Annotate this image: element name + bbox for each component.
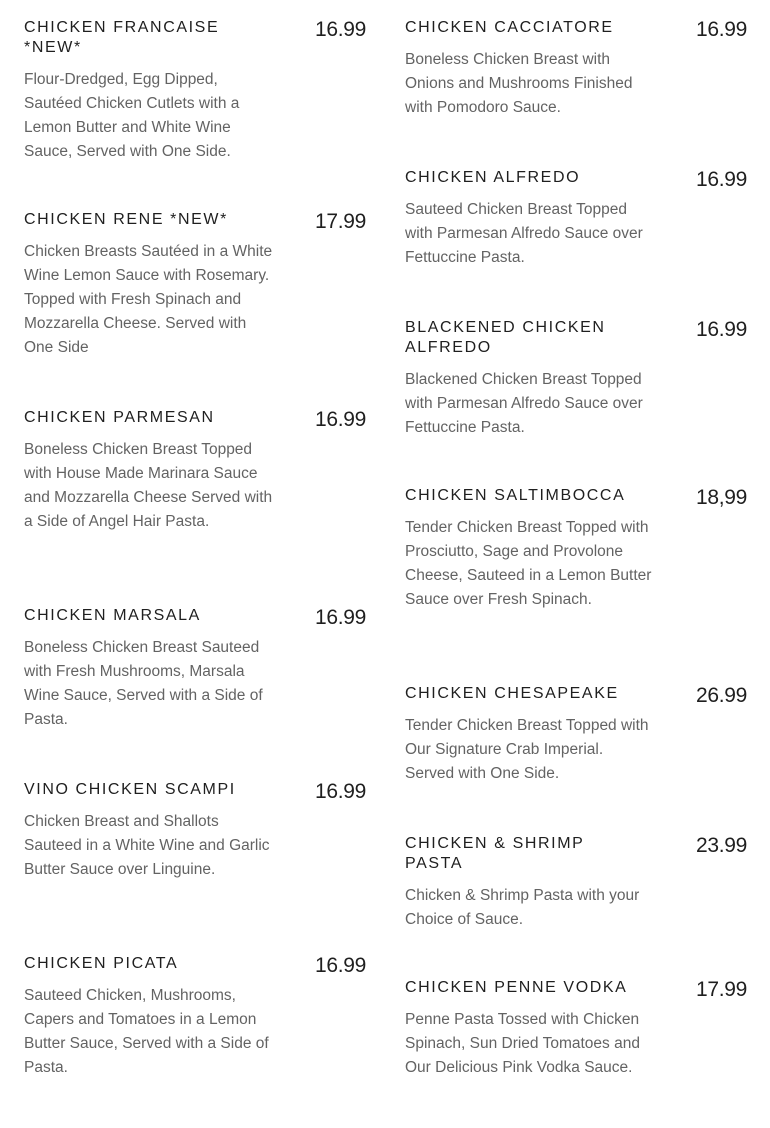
menu-item-header xyxy=(24,606,366,629)
menu-item-description: Tender Chicken Breast Topped with Prosciutto, Sage and Provolone Cheese, Sauteed in a Lemon Butter Sauce over Fresh Spinach. xyxy=(405,519,652,608)
menu-item-description: Chicken Breasts Sautéed in a White Wine Lemon Sauce with Rosemary. Topped with Fresh Spinach and Mozzarella Cheese. Served with One Side xyxy=(24,243,273,356)
menu-item-price: 16.99 xyxy=(314,780,366,803)
menu-item-price: 23.99 xyxy=(695,834,747,857)
menu-item-description: Boneless Chicken Breast Sauteed with Fresh Mushrooms, Marsala Wine Sauce, Served with a Side of Pasta. xyxy=(24,639,263,728)
menu-item-name: CHICKEN CACCIATORE xyxy=(405,19,614,36)
menu-item-description: Sauteed Chicken Breast Topped with Parmesan Alfredo Sauce over Fettuccine Pasta. xyxy=(405,201,643,266)
menu-item-chicken-alfredo xyxy=(405,168,747,270)
menu-item-description: Chicken & Shrimp Pasta with your Choice of Sauce. xyxy=(405,887,640,928)
menu-item-header xyxy=(24,780,366,803)
menu-item-price: 16.99 xyxy=(695,318,747,341)
menu-item-header xyxy=(24,18,366,58)
menu-item-header xyxy=(24,408,366,431)
menu-item-name: BLACKENED CHICKEN ALFREDO xyxy=(405,319,606,356)
menu-item-description: Penne Pasta Tossed with Chicken Spinach, Sun Dried Tomatoes and Our Delicious Pink Vodka Sauce. xyxy=(405,1011,640,1076)
menu-item-price: 16.99 xyxy=(314,954,366,977)
menu-item-name: CHICKEN PENNE VODKA xyxy=(405,979,628,996)
menu-item-price: 16.99 xyxy=(314,18,366,41)
menu-item-chicken-chesapeake xyxy=(405,684,747,786)
menu-item-chicken-penne-vodka xyxy=(405,978,747,1080)
menu-item-price: 16.99 xyxy=(314,408,366,431)
menu-item-header xyxy=(405,318,747,358)
menu-item-header xyxy=(405,486,747,509)
menu-item-description: Sauteed Chicken, Mushrooms, Capers and Tomatoes in a Lemon Butter Sauce, Served with a Side of Pasta. xyxy=(24,987,269,1076)
menu-item-name: CHICKEN RENE *NEW* xyxy=(24,211,228,228)
menu-item-price: 18,99 xyxy=(695,486,747,509)
menu-item-chicken-marsala xyxy=(24,606,366,732)
menu-item-price: 16.99 xyxy=(314,606,366,629)
menu-item-price: 16.99 xyxy=(695,18,747,41)
menu-item-vino-chicken-scampi xyxy=(24,780,366,882)
menu-item-chicken-shrimp-pasta xyxy=(405,834,747,932)
menu-item-price: 26.99 xyxy=(695,684,747,707)
menu-item-chicken-picata xyxy=(24,954,366,1080)
menu-item-header xyxy=(405,684,747,707)
menu-item-price: 16.99 xyxy=(695,168,747,191)
menu-item-chicken-parmesan xyxy=(24,408,366,534)
menu-item-header xyxy=(405,978,747,1001)
menu-item-chicken-cacciatore xyxy=(405,18,747,120)
menu-item-description: Tender Chicken Breast Topped with Our Signature Crab Imperial. Served with One Side. xyxy=(405,717,649,782)
menu-item-name: CHICKEN MARSALA xyxy=(24,607,201,624)
menu-item-header xyxy=(405,834,747,874)
menu-item-name: CHICKEN CHESAPEAKE xyxy=(405,685,619,702)
menu-item-header xyxy=(24,210,366,233)
menu-item-name: CHICKEN SALTIMBOCCA xyxy=(405,487,626,504)
menu-item-name: CHICKEN FRANCAISE *NEW* xyxy=(24,19,220,56)
menu-item-price: 17.99 xyxy=(695,978,747,1001)
menu-item-name: VINO CHICKEN SCAMPI xyxy=(24,781,236,798)
menu-item-chicken-rene xyxy=(24,210,366,360)
menu-item-header xyxy=(405,18,747,41)
menu-item-description: Blackened Chicken Breast Topped with Parmesan Alfredo Sauce over Fettuccine Pasta. xyxy=(405,371,643,436)
menu-item-price: 17.99 xyxy=(314,210,366,233)
menu-item-name: CHICKEN & SHRIMP PASTA xyxy=(405,835,585,872)
menu-item-chicken-saltimbocca xyxy=(405,486,747,612)
menu-item-description: Flour-Dredged, Egg Dipped, Sautéed Chicken Cutlets with a Lemon Butter and White Wine Sauce, Served with One Side. xyxy=(24,71,240,160)
menu-item-description: Chicken Breast and Shallots Sauteed in a White Wine and Garlic Butter Sauce over Linguine. xyxy=(24,813,270,878)
menu-item-description: Boneless Chicken Breast Topped with House Made Marinara Sauce and Mozzarella Cheese Served with a Side of Angel Hair Pasta. xyxy=(24,441,273,530)
menu-item-chicken-francaise xyxy=(24,18,366,164)
menu-item-blackened-chicken-alfredo xyxy=(405,318,747,440)
menu-item-name: CHICKEN PARMESAN xyxy=(24,409,215,426)
menu-item-name: CHICKEN ALFREDO xyxy=(405,169,581,186)
menu-item-header xyxy=(24,954,366,977)
menu-item-description: Boneless Chicken Breast with Onions and Mushrooms Finished with Pomodoro Sauce. xyxy=(405,51,633,116)
menu-item-header xyxy=(405,168,747,191)
menu-item-name: CHICKEN PICATA xyxy=(24,955,179,972)
